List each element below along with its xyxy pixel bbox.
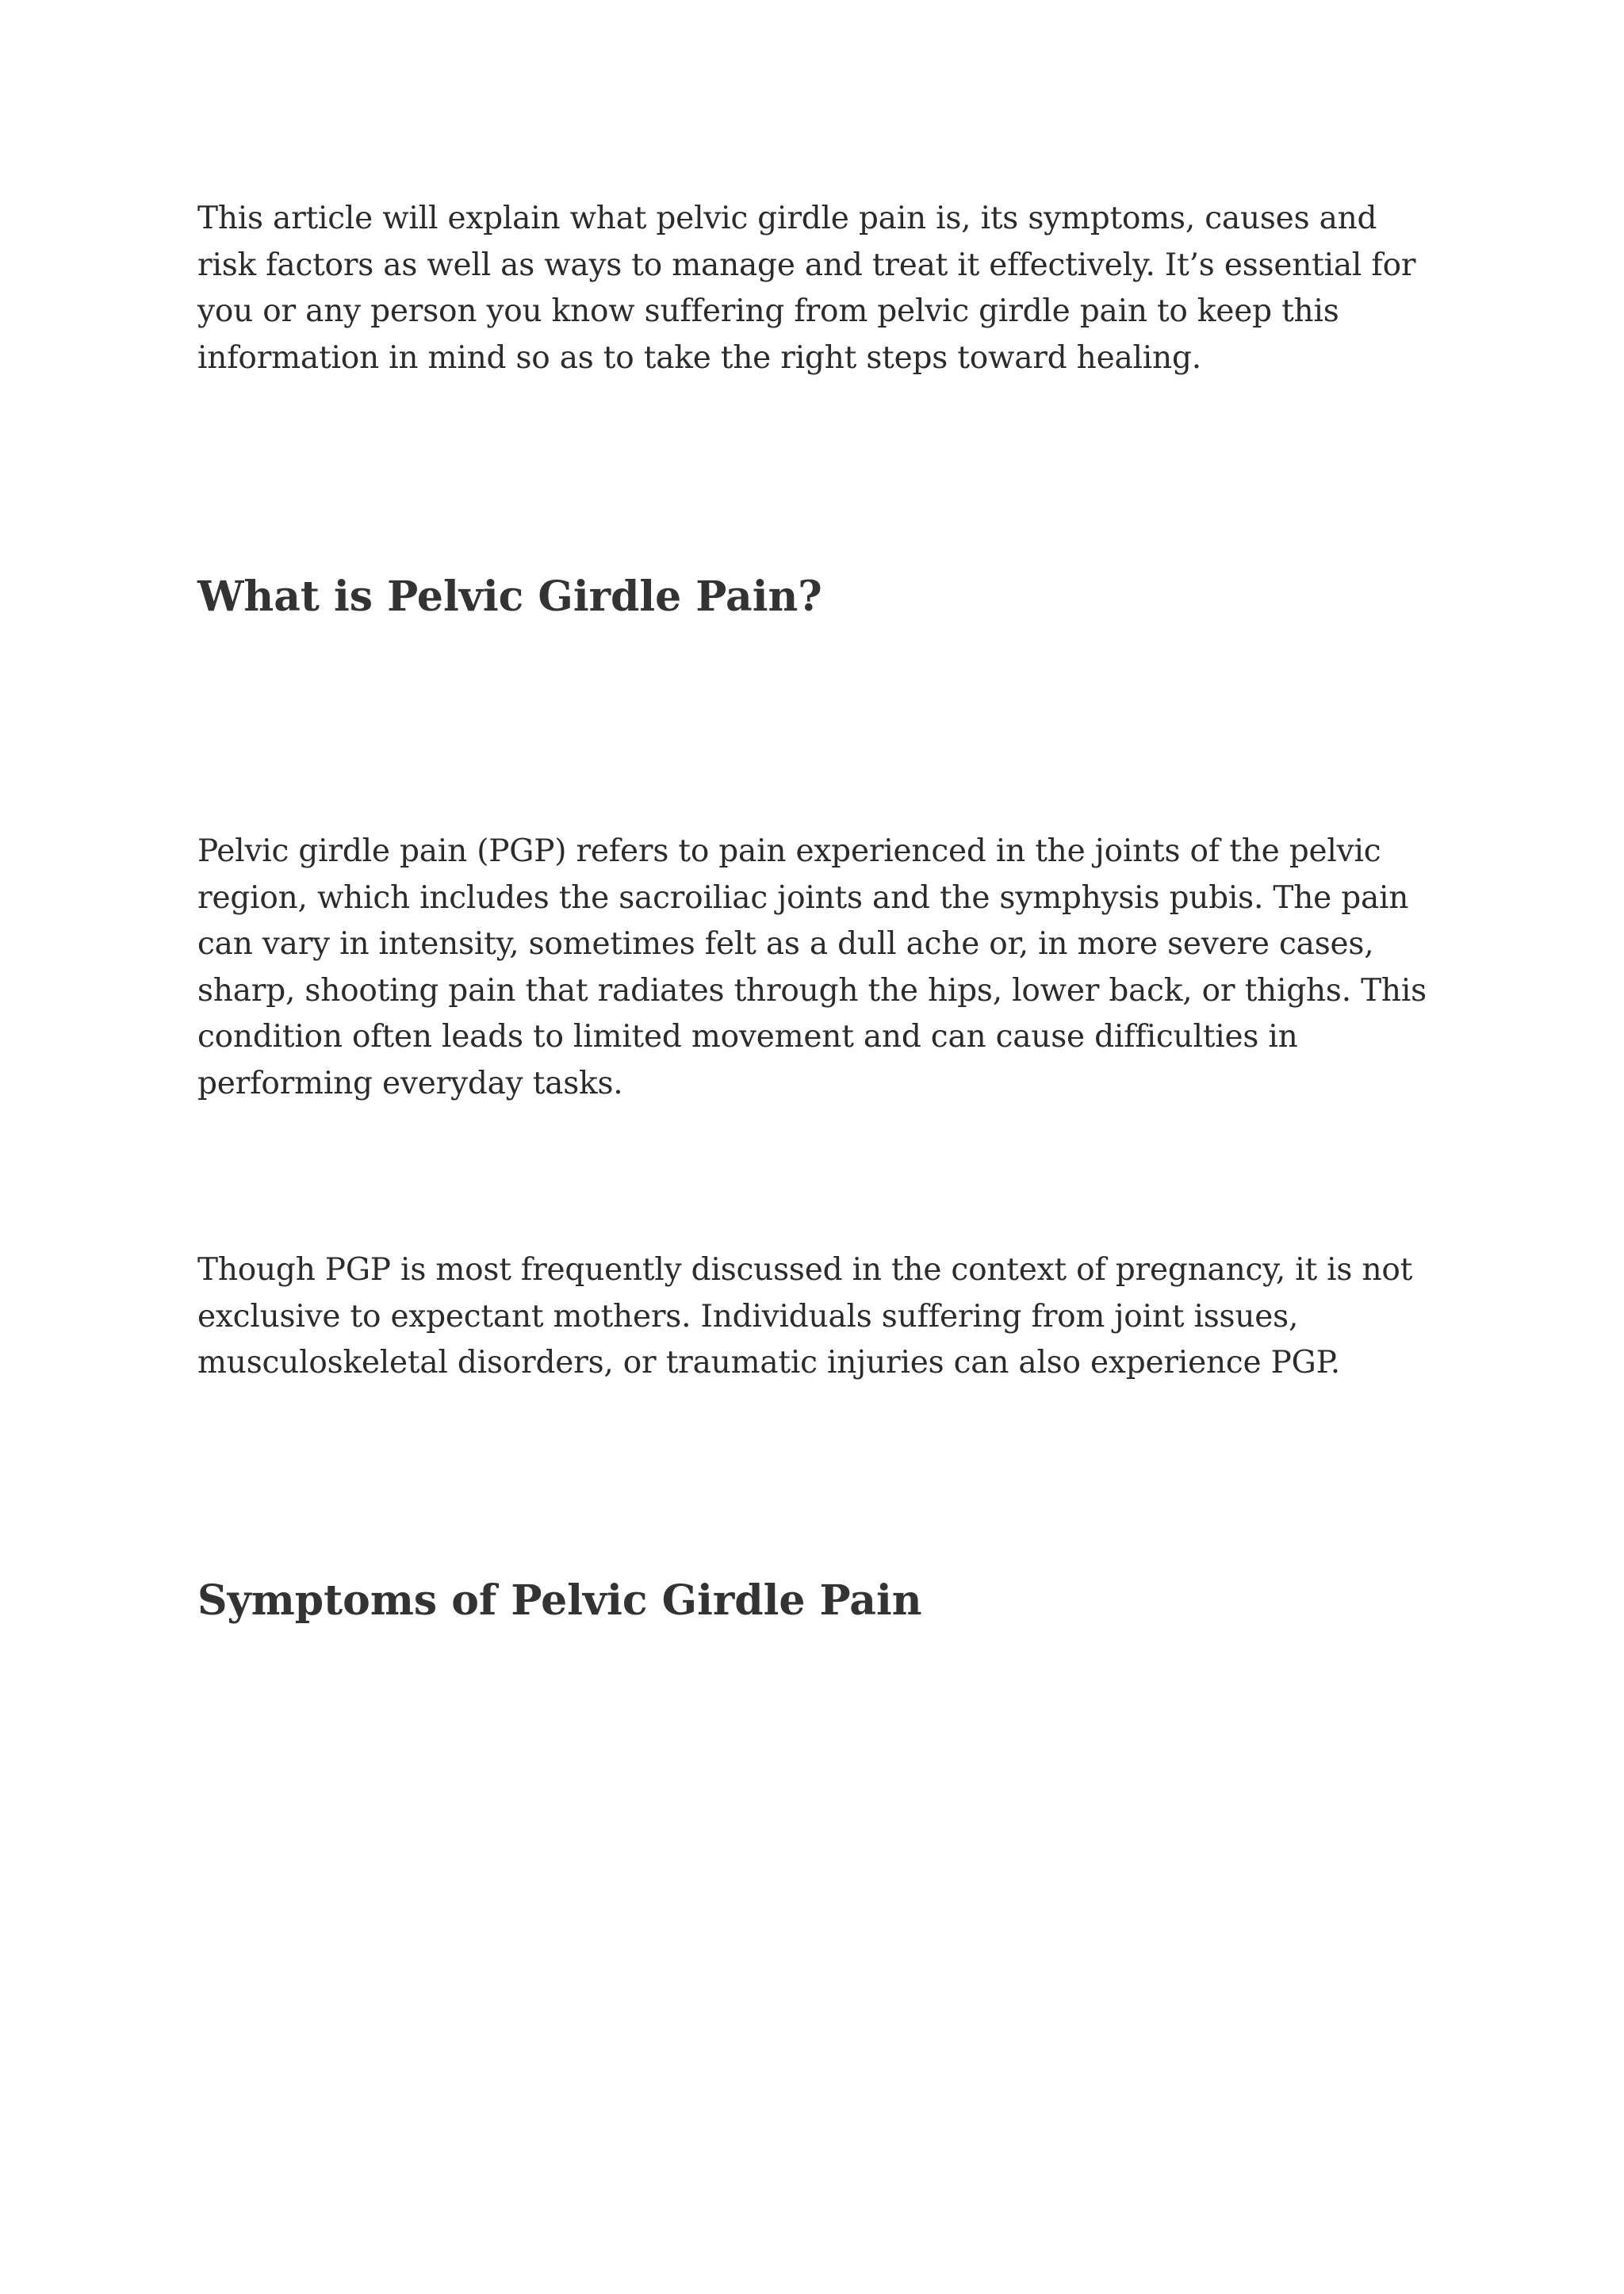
section-heading-symptoms: Symptoms of Pelvic Girdle Pain xyxy=(197,1576,922,1625)
context-paragraph: Though PGP is most frequently discussed in the context of pregnancy, it is not exclusive to expectant mothers. Individuals suffering from joint issues, musculoskeletal disorders, or traumatic injuries can also experience PGP. xyxy=(197,1252,1413,1381)
intro-paragraph: This article will explain what pelvic girdle pain is, its symptoms, causes and risk factors as well as ways to manage and treat it effectively. It’s essential for you or any person you know suffering from pelvic girdle pain to keep this information in mind so as to take the right steps toward healing. xyxy=(197,201,1416,376)
section-heading-what-is-pgp: What is Pelvic Girdle Pain? xyxy=(197,573,822,621)
definition-paragraph: Pelvic girdle pain (PGP) refers to pain experienced in the joints of the pelvic region, which includes the sacroiliac joints and the symphysis pubis. The pain can vary in intensity, sometimes felt as a dull ache or, in more severe cases, sharp, shooting pain that radiates through the hips, lower back, or thighs. This condition often leads to limited movement and can cause difficulties in performing everyday tasks. xyxy=(197,833,1427,1101)
